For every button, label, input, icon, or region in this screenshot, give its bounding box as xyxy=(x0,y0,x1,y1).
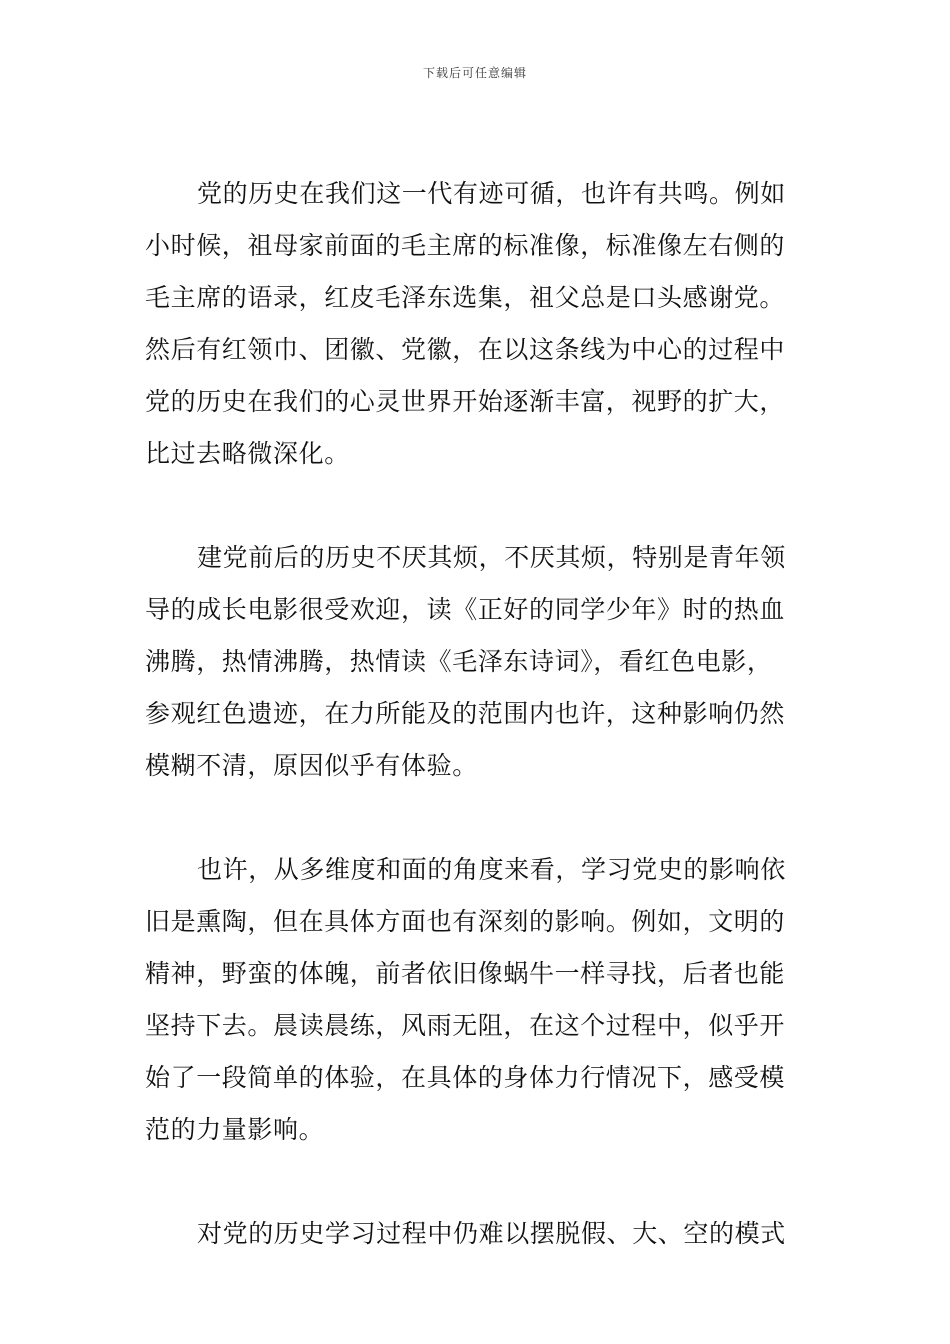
paragraph-line: 也许，从多维度和面的角度来看，学习党史的影响依 xyxy=(197,855,786,884)
paragraph-3 xyxy=(145,844,809,1156)
paragraph-line: 导的成长电影很受欢迎，读《正好的同学少年》时的热血 xyxy=(145,595,786,624)
paragraph-line: 沸腾，热情沸腾，热情读《毛泽东诗词》，看红色电影， xyxy=(145,647,773,676)
paragraph-line: 始了一段简单的体验，在具体的身体力行情况下，感受模 xyxy=(145,1063,786,1092)
paragraph-line: 毛主席的语录，红皮毛泽东选集，祖父总是口头感谢党。 xyxy=(145,283,786,312)
paragraph-line: 小时候，祖母家前面的毛主席的标准像，标准像左右侧的 xyxy=(145,231,786,260)
paragraph-line: 参观红色遗迹，在力所能及的范围内也许，这种影响仍然 xyxy=(145,699,786,728)
header-note: 下载后可任意编辑 xyxy=(422,66,527,80)
paragraph-line: 然后有红领巾、团徽、党徽，在以这条线为中心的过程中 xyxy=(145,335,786,364)
paragraph-line: 精神，野蛮的体魄，前者依旧像蜗牛一样寻找，后者也能 xyxy=(145,959,786,988)
paragraph-line: 比过去略微深化。 xyxy=(145,439,350,468)
paragraph-gap xyxy=(145,480,809,532)
paragraph-line: 建党前后的历史不厌其烦，不厌其烦，特别是青年领 xyxy=(197,543,786,572)
paragraph-line: 旧是熏陶，但在具体方面也有深刻的影响。例如，文明的 xyxy=(145,907,786,936)
paragraph-line: 范的力量影响。 xyxy=(145,1115,325,1144)
paragraph-line: 党的历史在我们的心灵世界开始逐渐丰富，视野的扩大， xyxy=(145,387,786,416)
body-text xyxy=(145,168,809,1260)
paragraph-line: 党的历史在我们这一代有迹可循，也许有共鸣。例如 xyxy=(197,179,786,208)
paragraph-gap xyxy=(145,1156,809,1208)
paragraph-1 xyxy=(145,168,809,480)
paragraph-line: 对党的历史学习过程中仍难以摆脱假、大、空的模式 xyxy=(197,1219,786,1248)
paragraph-gap xyxy=(145,792,809,844)
paragraph-2 xyxy=(145,532,809,792)
paragraph-4 xyxy=(145,1208,809,1260)
paragraph-line: 模糊不清，原因似乎有体验。 xyxy=(145,751,478,780)
paragraph-line: 坚持下去。晨读晨练，风雨无阻，在这个过程中，似乎开 xyxy=(145,1011,786,1040)
